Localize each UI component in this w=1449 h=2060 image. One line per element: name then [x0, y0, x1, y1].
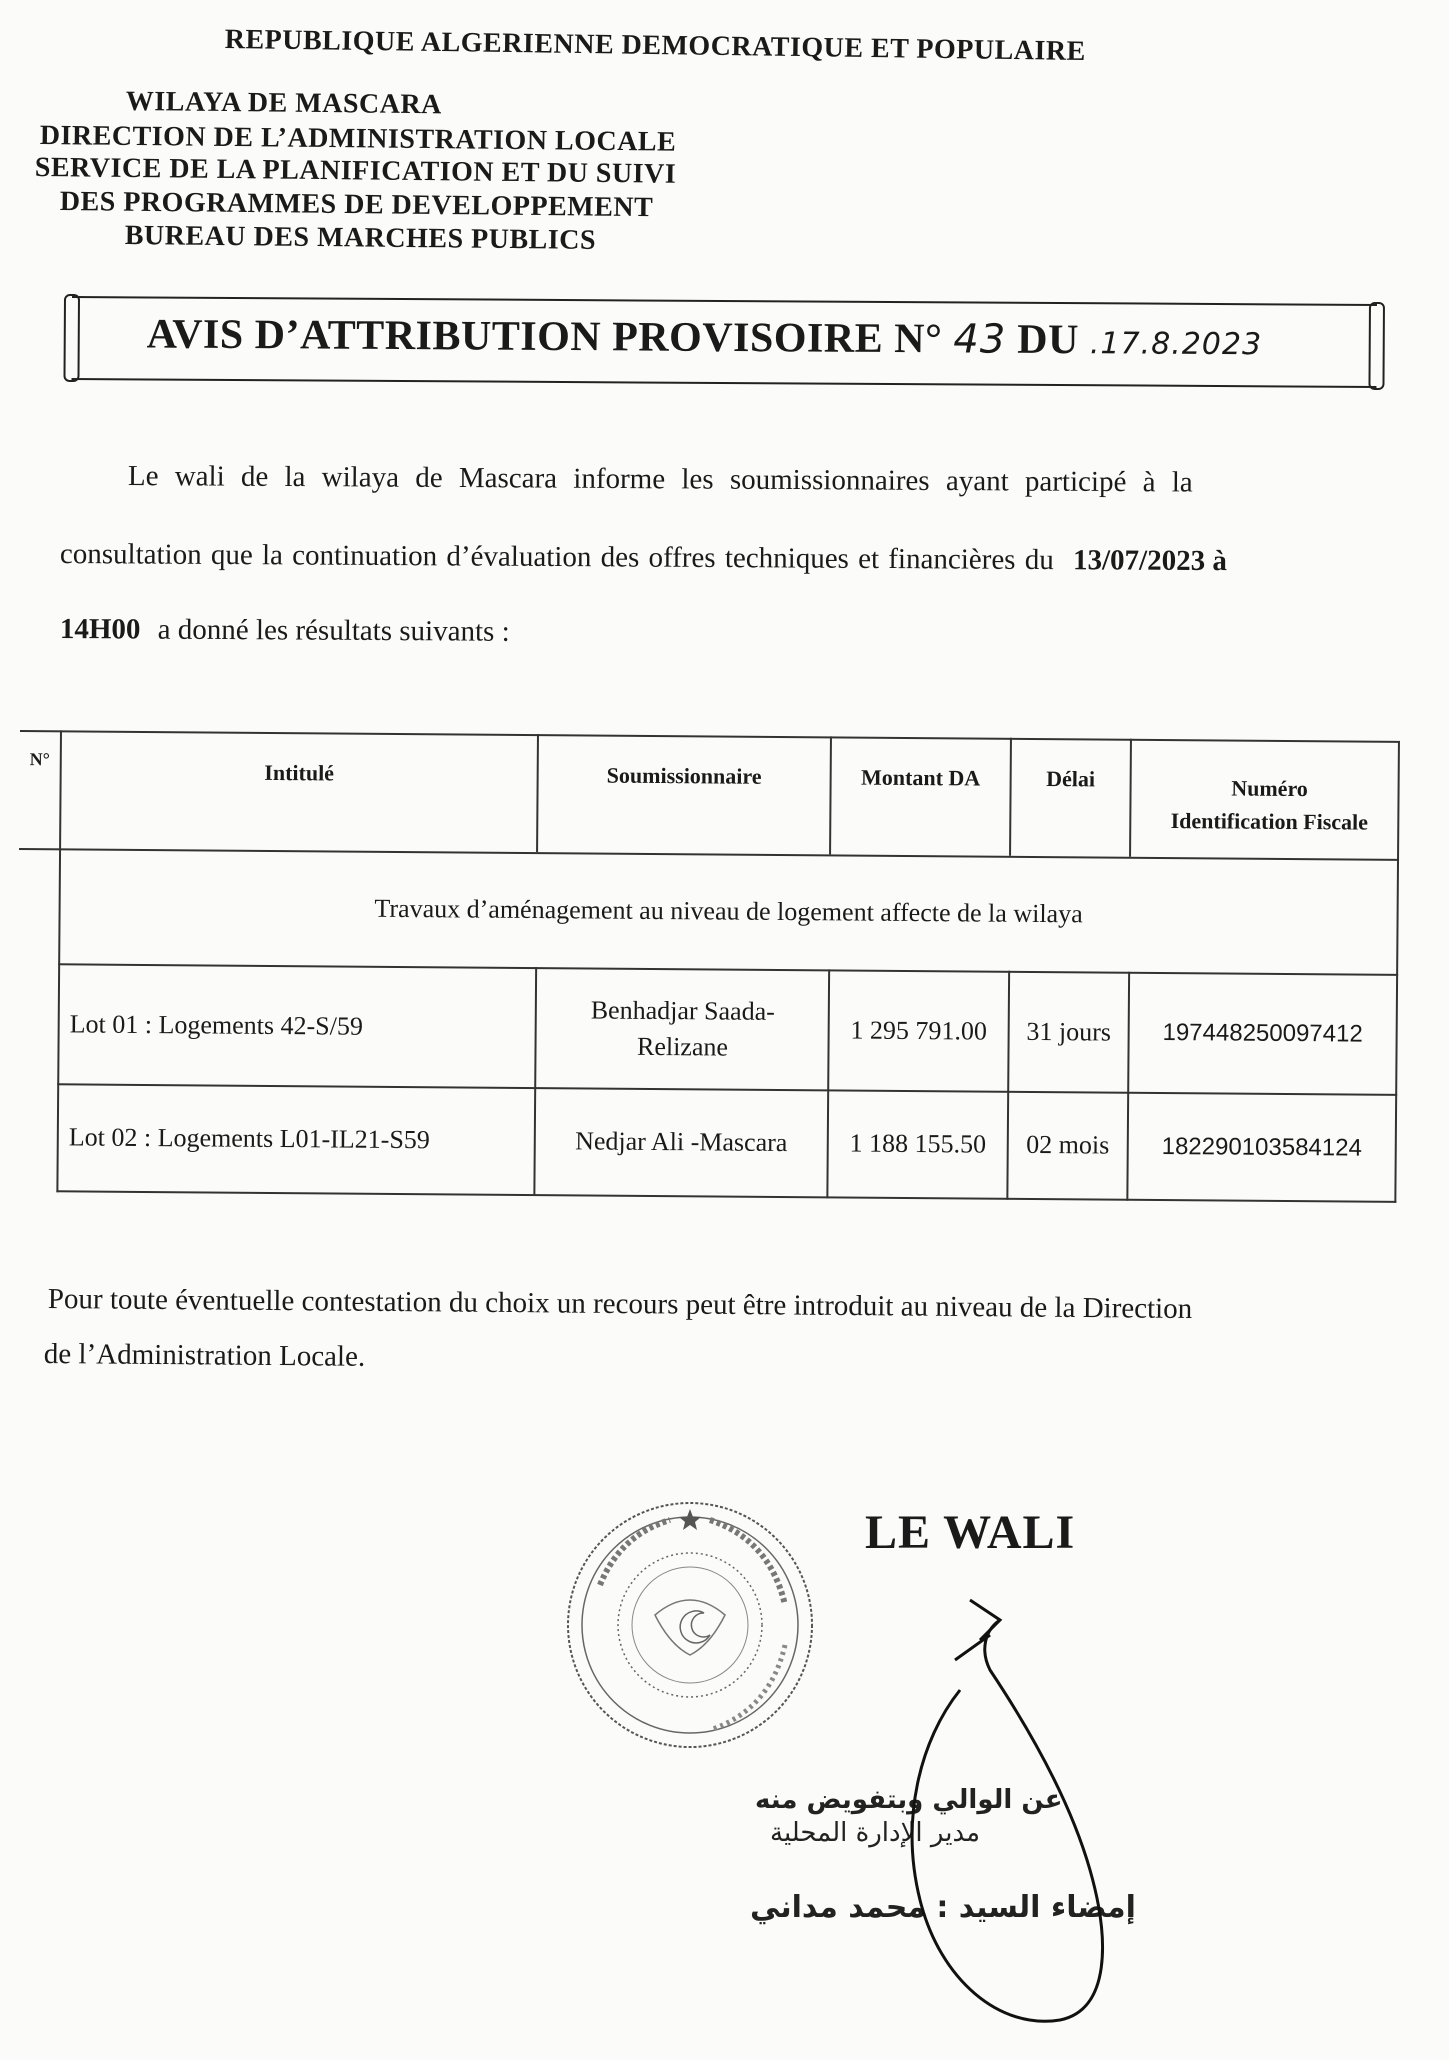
evaluation-time: 14H00	[59, 613, 141, 646]
title-prefix: AVIS D’ATTRIBUTION PROVISOIRE N°	[146, 311, 943, 363]
table-row-2-montant: 1 188 155.50	[849, 1128, 987, 1159]
intro-text-2: consultation que la continuation d’évaluation des offres techniques et financières du	[59, 538, 1054, 577]
table-row-2-nif: 182290103584124	[1161, 1132, 1362, 1162]
direction-line: DIRECTION DE L’ADMINISTRATION LOCALE	[39, 120, 677, 158]
results-table	[16, 730, 1380, 1246]
evaluation-date: 13/07/2023 à	[1072, 544, 1228, 578]
title-du: DU	[1017, 316, 1080, 364]
notice-title	[147, 310, 1263, 365]
service-line: SERVICE DE LA PLANIFICATION ET DU SUIVI	[34, 152, 677, 190]
intro-text-3: a donné les résultats suivants :	[157, 613, 510, 648]
header-no: N°	[29, 748, 50, 769]
delegation-line-2: مدير الإدارة المحلية	[770, 1818, 981, 1848]
bureau-line: BUREAU DES MARCHES PUBLICS	[124, 220, 597, 256]
table-row-2-soumissionnaire: Nedjar Ali -Mascara	[575, 1126, 788, 1158]
scroll-left-cap	[63, 294, 80, 382]
header-montant: Montant DA	[860, 764, 981, 791]
header-soumissionnaire: Soumissionnaire	[606, 762, 762, 789]
table-row-1-montant: 1 295 791.00	[850, 1015, 988, 1046]
table-row-1-delai: 31 jours	[1026, 1016, 1112, 1047]
table-row-2-intitule: Lot 02 : Logements L01-IL21-S59	[68, 1122, 430, 1155]
programmes-line: DES PROGRAMMES DE DEVELOPPEMENT	[59, 186, 654, 224]
table-row-1-soumissionnaire: Benhadjar Saada-Relizane	[590, 995, 775, 1062]
notice-number: 43	[953, 316, 1007, 363]
intro-line-2	[60, 540, 1227, 576]
signatory-name-line: إمضاء السيد : محمد مداني	[750, 1890, 1136, 1925]
footer-line-1: Pour toute éventuelle contestation du choix un recours peut être introduit au niveau de la Direction	[47, 1283, 1193, 1325]
signatory-title: LE WALI	[865, 1506, 1076, 1559]
footer-line-2: de l’Administration Locale.	[43, 1338, 366, 1373]
table-row-2-delai: 02 mois	[1026, 1130, 1110, 1160]
title-banner	[71, 296, 1376, 388]
official-seal	[560, 1495, 820, 1755]
wilaya-line: WILAYA DE MASCARA	[125, 86, 443, 121]
section-title: Travaux d’aménagement au niveau de logement affecte de la wilaya	[374, 894, 1083, 929]
header-intitule: Intitulé	[264, 759, 335, 785]
intro-text-1: Le wali de la wilaya de Mascara informe les soumissionnaires ayant participé à la	[127, 460, 1193, 499]
intro-line-1	[128, 462, 1360, 499]
republic-heading: REPUBLIQUE ALGERIENNE DEMOCRATIQUE ET POPULAIRE	[224, 24, 1086, 68]
handwritten-signature	[860, 1560, 1160, 2060]
table-row-1-nif: 197448250097412	[1162, 1018, 1363, 1048]
header-nif: Numéro Identification Fiscale	[1170, 775, 1369, 835]
intro-line-3	[60, 615, 510, 647]
scroll-right-cap	[1368, 302, 1385, 390]
notice-date: .17.8.2023	[1089, 326, 1263, 363]
header-delai: Délai	[1046, 765, 1096, 791]
delegation-line-1: عن الوالي وبتفويض منه	[755, 1785, 1063, 1815]
table-row-1-intitule: Lot 01 : Logements 42-S/59	[69, 1009, 364, 1041]
